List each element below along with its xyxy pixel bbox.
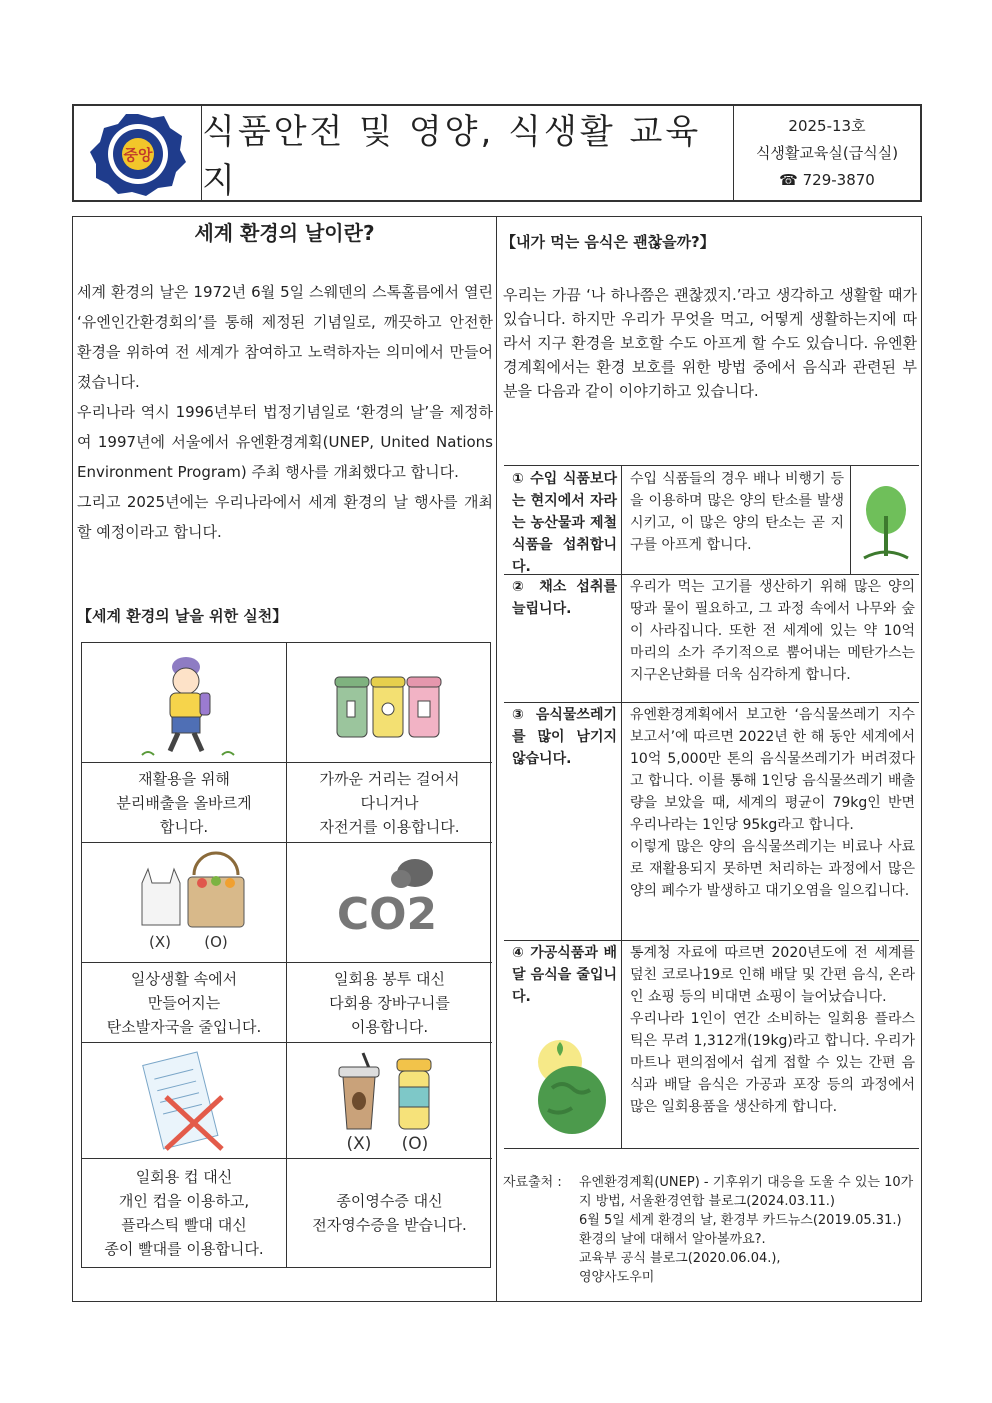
header-box xyxy=(72,104,922,202)
practice-grid xyxy=(81,642,491,1268)
source-item: 환경의 날에 대해서 알아볼까요?. xyxy=(579,1232,766,1247)
cups-icon xyxy=(287,1043,491,1158)
earth-bulb-icon xyxy=(518,1018,614,1136)
column-divider xyxy=(496,217,497,1301)
tip-label: ③ 음식물쓰레기를 많이 남기지 않습니다. xyxy=(504,702,622,940)
sources xyxy=(503,1173,919,1287)
practice-personal-cup: 일회용 컵 대신 개인 컵을 이용하고, 플라스틱 빨대 대신 종이 빨대를 이용합니다. xyxy=(82,1159,287,1267)
tip-label: ④ 가공식품과 배달 음식을 줄입니다. xyxy=(504,940,622,1148)
co2-cell xyxy=(287,843,492,963)
tip-description: 수입 식품들의 경우 배나 비행기 등을 이용하며 많은 양의 탄소를 발생시키고, 이 많은 양의 탄소는 곧 지구를 아프게 합니다. xyxy=(630,471,844,553)
practice-walk-or-bike: 가까운 거리는 걸어서 다니거나 자전거를 이용합니다. xyxy=(287,763,492,843)
food-tips-table xyxy=(504,465,919,1148)
tip-row xyxy=(504,574,919,703)
bag-o-label: (O) xyxy=(204,933,228,951)
cup-x-label: (X) xyxy=(346,1134,372,1154)
practice-e-receipt: 종이영수증 대신 전자영수증을 받습니다. xyxy=(312,1192,467,1234)
cup-o-label: (O) xyxy=(401,1134,429,1154)
tip-row xyxy=(504,466,919,575)
environment-day-text xyxy=(77,277,493,547)
source-item: 교육부 공식 블로그(2020.06.04.), xyxy=(579,1251,781,1266)
logo-text: 중앙 xyxy=(123,146,153,164)
source-item: 유엔환경계획(UNEP) - 기후위기 대응을 도울 수 있는 10가지 방법, 서울환경연합 블로그(2024.03.11.) xyxy=(579,1175,914,1209)
tip-description xyxy=(630,942,915,1118)
issue-info xyxy=(734,106,920,200)
paragraph: 그리고 2025년에는 우리나라에서 세계 환경의 날 행사를 개최할 예정이라고 합니다. xyxy=(77,493,493,541)
recycle-bins-icon xyxy=(287,643,491,762)
tip-label: ① 수입 식품보다는 현지에서 자라는 농산물과 제철식품을 섭취합니다. xyxy=(504,466,622,574)
department: 식생활교육실(급식실) xyxy=(755,143,899,162)
image-divider xyxy=(850,466,851,574)
paragraph: 우리나라 역시 1996년부터 법정기념일로 ‘환경의 날’을 제정하여 1997년에 서울에서 유엔환경계획(UNEP, United Nations Environment Program) 주최 행사를 개최했다고 합니다. xyxy=(77,403,493,481)
right-heading: 【내가 먹는 음식은 괜찮을까?】 xyxy=(501,233,715,251)
content-frame xyxy=(72,216,922,1302)
shopping-bags-icon xyxy=(82,843,286,962)
title-cell xyxy=(202,106,734,200)
tip-label: ② 채소 섭취를 늘립니다. xyxy=(504,574,622,702)
tip-description: 우리가 먹는 고기를 생산하기 위해 많은 양의 땅과 물이 필요하고, 그 과정 속에서 나무와 숲이 사라집니다. 또한 전 세계에 있는 약 10억 마리의 소가 주기적으로 뿜어내는 메탄가스는 지구온난화를 더욱 심각하게 합니다. xyxy=(630,579,915,683)
issue-number: 2025-13호 xyxy=(788,116,866,135)
co2-text: CO2 xyxy=(336,889,438,940)
source-item: 6월 5일 세계 환경의 날, 환경부 카드뉴스(2019.05.31.) xyxy=(579,1213,902,1228)
tip-paragraph: 우리나라 1인이 연간 소비하는 일회용 플라스틱은 무려 1,312개(19kg)라고 합니다. 우리가 마트나 편의점에서 쉽게 접할 수 있는 간편 음식과 배달 음식은 가공과 포장 등의 과정에서 많은 일회용품을 생산하게 합니다. xyxy=(630,1011,915,1115)
sources-label: 자료출처 : xyxy=(503,1175,562,1190)
hiker-illustration-cell xyxy=(82,643,287,763)
practice-reduce-carbon: 일상생활 속에서 만들어지는 탄소발자국을 줄입니다. xyxy=(82,963,287,1043)
tip-row xyxy=(504,702,919,941)
practice-separate-recycling: 재활용을 위해 분리배출을 올바르게 합니다. xyxy=(82,763,287,843)
crossed-receipt-icon xyxy=(82,1043,286,1158)
tip-paragraph: 이렇게 많은 양의 음식물쓰레기는 비료나 사료로 재활용되지 못하면 처리하는 과정에서 많은 양의 폐수가 발생하고 대기오염을 일으킵니다. xyxy=(630,839,915,899)
cups-cell xyxy=(287,1043,492,1159)
co2-icon xyxy=(287,843,491,962)
recycle-bins-cell xyxy=(287,643,492,763)
receipt-cell xyxy=(82,1043,287,1159)
tree-icon xyxy=(856,476,916,564)
tip-description xyxy=(630,704,915,902)
paragraph: 세계 환경의 날은 1972년 6월 5일 스웨덴의 스톡홀름에서 열린 ‘유엔인간환경회의’를 통해 제정된 기념일로, 깨끗하고 안전한 환경을 위하여 전 세계가 참여하고 노력하자는 의미에서 만들어졌습니다. xyxy=(77,283,493,391)
hiker-icon xyxy=(82,643,286,762)
paragraph: 우리는 가끔 ‘나 하나쯤은 괜찮겠지.’라고 생각하고 생활할 때가 있습니다. 하지만 우리가 무엇을 먹고, 어떻게 생활하는지에 따라서 지구 환경을 보호할 수도 아프게 할 수도 있습니다. 유엔환경계획에서는 환경 보호를 위한 방법 중에서 음식과 관련된 부분을 다음과 같이 이야기하고 있습니다. xyxy=(503,286,917,400)
source-item: 영양사도우미 xyxy=(579,1270,655,1285)
phone-icon: ☎ xyxy=(779,170,798,189)
page-title: 식품안전 및 영양, 식생활 교육지 xyxy=(202,112,702,201)
practice-reusable-bag: 일회용 봉투 대신 다회용 장바구니를 이용합니다. xyxy=(287,963,492,1043)
phone-number: 729-3870 xyxy=(802,170,875,189)
food-intro-text xyxy=(503,283,917,403)
tip-paragraph: 유엔환경계획에서 보고한 ‘음식물쓰레기 지수 보고서’에 따르면 2022년 한 해 동안 세계에서 10억 5,000만 톤의 음식물쓰레기가 버려졌다고 합니다. 이를 통해 1인당 음식물쓰레기 배출량을 보았을 때, 세계의 평균이 79kg인 반면 우리나라는 1인당 95kg라고 합니다. xyxy=(630,707,915,833)
tip-paragraph: 통계청 자료에 따르면 2020년도에 전 세계를 덮친 코로나19로 인해 배달 및 간편 음식, 온라인 쇼핑 등의 비대면 쇼핑이 늘어났습니다. xyxy=(630,945,915,1005)
school-logo xyxy=(74,106,202,200)
logo-cell xyxy=(74,106,202,200)
phone-line xyxy=(779,167,875,194)
bag-x-label: (X) xyxy=(149,933,171,951)
tip-row xyxy=(504,940,919,1149)
practice-heading: 【세계 환경의 날을 위한 실천】 xyxy=(77,607,288,625)
bags-cell xyxy=(82,843,287,963)
left-title: 세계 환경의 날이란? xyxy=(194,221,375,245)
